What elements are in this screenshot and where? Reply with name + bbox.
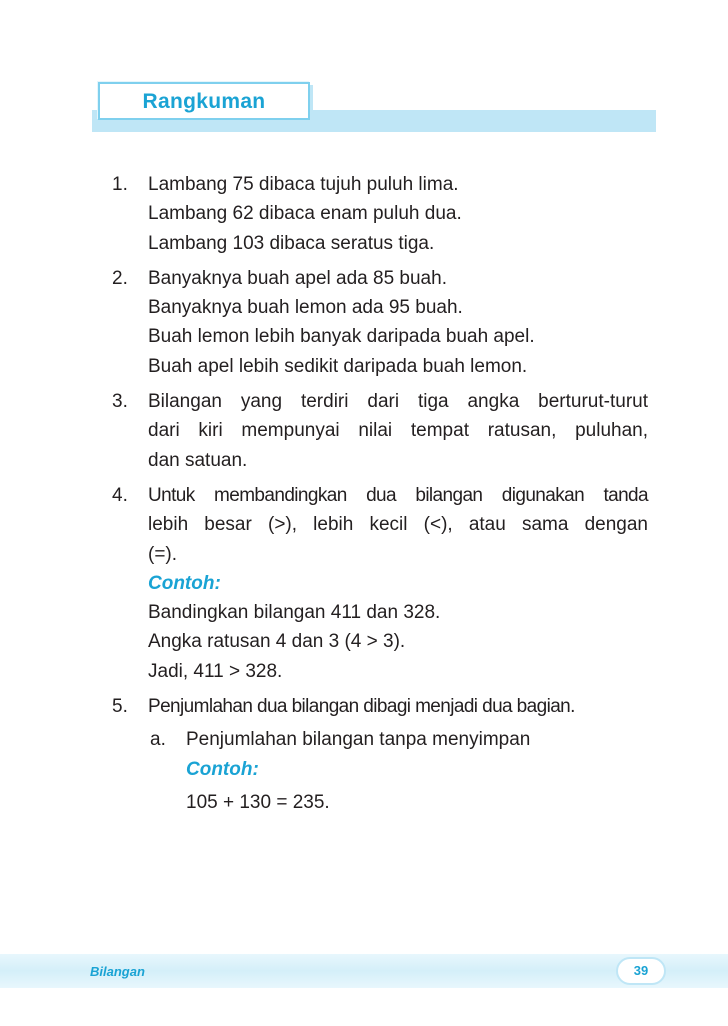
item-line: Untuk membandingkan dua bilangan digunakan tanda [148, 484, 648, 506]
example-line: Bandingkan bilangan 411 dan 328. [148, 602, 441, 624]
item-line: Penjumlahan dua bilangan dibagi menjadi dua bagian. [148, 696, 575, 718]
item-number: 2. [112, 267, 128, 289]
item-number: 3. [112, 391, 128, 413]
item-number: 4. [112, 484, 128, 506]
item-number: 5. [112, 696, 128, 718]
page-number-badge [616, 957, 666, 985]
sub-item-line: Penjumlahan bilangan tanpa menyimpan [186, 729, 531, 751]
section-title: Rangkuman [142, 90, 266, 113]
item-line: Buah lemon lebih banyak daripada buah apel. [148, 326, 535, 348]
item-line: (=). [148, 543, 178, 565]
item-line: Banyaknya buah lemon ada 95 buah. [148, 297, 463, 319]
summary-list [108, 170, 648, 817]
item-line: Lambang 62 dibaca enam puluh dua. [148, 203, 462, 225]
footer-chapter: Bilangan [90, 964, 145, 979]
example-label: Contoh: [148, 572, 221, 594]
item-line: Bilangan yang terdiri dari tiga angka berturut-turut [148, 391, 648, 413]
example-label: Contoh: [186, 758, 259, 780]
list-item [108, 170, 648, 258]
sub-item [148, 725, 648, 817]
list-item [108, 481, 648, 686]
item-line: Banyaknya buah apel ada 85 buah. [148, 267, 447, 289]
example-line: 105 + 130 = 235. [186, 791, 330, 813]
page-number: 39 [633, 963, 649, 978]
list-item [108, 387, 648, 475]
item-line: dan satuan. [148, 449, 248, 471]
example-line: Jadi, 411 > 328. [148, 660, 283, 682]
list-item [108, 692, 648, 817]
item-number: 1. [112, 174, 128, 195]
item-line: Lambang 103 dibaca seratus tiga. [148, 232, 435, 254]
item-line: Lambang 75 dibaca tujuh puluh lima. [148, 174, 459, 195]
example-line: Angka ratusan 4 dan 3 (4 > 3). [148, 631, 406, 653]
item-line: lebih besar (>), lebih kecil (<), atau sama dengan [148, 514, 648, 536]
item-line: Buah apel lebih sedikit daripada buah lemon. [148, 355, 528, 377]
list-item [108, 264, 648, 381]
section-title-box [98, 82, 310, 120]
item-line: dari kiri mempunyai nilai tempat ratusan, puluhan, [148, 420, 648, 442]
sub-item-label: a. [150, 729, 166, 751]
